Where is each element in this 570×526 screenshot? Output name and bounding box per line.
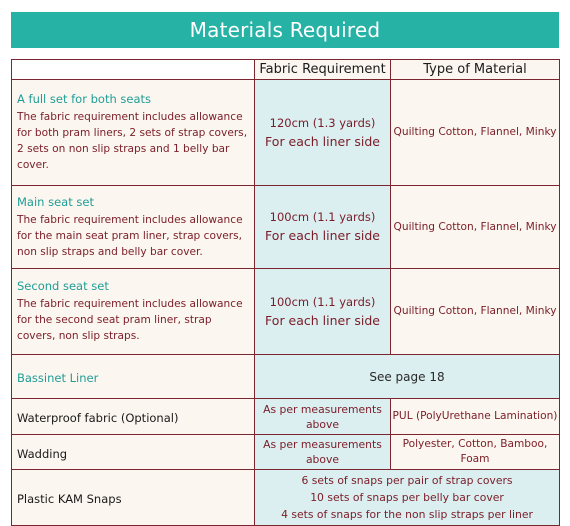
snaps-label: Plastic KAM Snaps — [17, 492, 122, 506]
fabric-amount: 100cm (1.1 yards) — [269, 294, 376, 309]
snaps-line: 4 sets of snaps for the non slip straps per liner — [281, 508, 533, 521]
material-type: Quilting Cotton, Flannel, Minky — [391, 80, 560, 186]
waterproof-material: PUL (PolyUrethane Lamination) — [391, 399, 560, 435]
table-row-snaps — [12, 470, 560, 526]
item-cell — [12, 269, 255, 355]
item-cell — [12, 470, 255, 526]
item-cell — [12, 355, 255, 399]
set-description: The fabric requirement includes allowance for the second seat pram liner, strap covers, non slip straps. — [17, 298, 243, 342]
waterproof-label: Waterproof fabric (Optional) — [17, 411, 179, 425]
fabric-per-side: For each liner side — [265, 228, 380, 243]
table-row-bassinet — [12, 355, 560, 399]
set-title: Second seat set — [17, 279, 109, 293]
materials-table — [11, 59, 560, 526]
set-title: A full set for both seats — [17, 92, 152, 106]
snaps-details — [255, 470, 560, 526]
header-fabric-requirement: Fabric Requirement — [255, 60, 391, 80]
material-type: Quilting Cotton, Flannel, Minky — [391, 269, 560, 355]
material-type: Quilting Cotton, Flannel, Minky — [391, 186, 560, 269]
snaps-line: 10 sets of snaps per belly bar cover — [310, 491, 504, 504]
bassinet-note: See page 18 — [255, 355, 560, 399]
header-type-of-material: Type of Material — [391, 60, 560, 80]
requirement-cell — [255, 269, 391, 355]
fabric-per-side: For each liner side — [265, 312, 380, 328]
set-description: The fabric requirement includes allowance for both pram liners, 2 sets of strap covers, 2 sets on non slip straps and 1 belly bar cover. — [17, 111, 248, 171]
table-row-full-set — [12, 80, 560, 186]
fabric-amount: 120cm (1.3 yards) — [269, 115, 376, 130]
table-row-wadding — [12, 435, 560, 470]
set-title: Main seat set — [17, 194, 94, 209]
item-cell — [12, 186, 255, 269]
fabric-per-side: For each liner side — [265, 133, 380, 149]
page-title: Materials Required — [11, 12, 559, 48]
item-cell — [12, 435, 255, 470]
snaps-line: 6 sets of snaps per pair of strap covers — [301, 474, 513, 487]
wadding-requirement: As per measurements above — [255, 435, 391, 470]
requirement-cell — [255, 80, 391, 186]
requirement-cell — [255, 186, 391, 269]
item-cell — [12, 399, 255, 435]
set-description: The fabric requirement includes allowance for the main seat pram liner, strap covers, non slip straps and belly bar cover. — [17, 213, 243, 258]
waterproof-requirement: As per measurements above — [255, 399, 391, 435]
table-row-second-seat — [12, 269, 560, 355]
table-row-main-seat — [12, 186, 560, 269]
header-blank-cell — [12, 60, 255, 80]
fabric-amount: 100cm (1.1 yards) — [269, 210, 376, 224]
item-cell — [12, 80, 255, 186]
table-row-waterproof — [12, 399, 560, 435]
wadding-label: Wadding — [17, 446, 68, 461]
header-row — [12, 60, 560, 80]
bassinet-label: Bassinet Liner — [17, 371, 99, 385]
wadding-material: Polyester, Cotton, Bamboo, Foam — [391, 435, 560, 470]
